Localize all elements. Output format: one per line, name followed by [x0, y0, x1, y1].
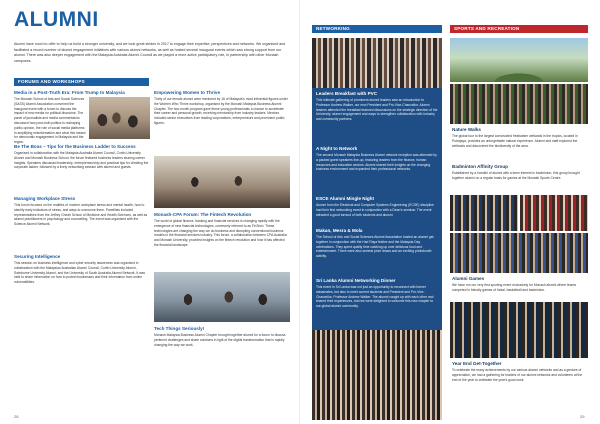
sports-band: SPORTS AND RECREATION: [450, 25, 588, 33]
article-body: Monash Malaysia Business Alumni Chapter brought together alumni for a forum to discuss pertinent challenges and share solutions in light of the digital transformation that is rapidly changing the way we work.: [154, 333, 286, 347]
article-heading: Makan, Mesra & Mola: [316, 228, 363, 233]
article-body: Thirty of our female alumni were mentored by 16 of Malaysia's most influential figures under the Women Who Thrive workshop, organised by the Monash Malaysia Business Alumni Chapter. The two-month program gave these young professionals a chance to accelerate their career and personal growth, receiving mentorship from industry leaders. Mentors included senior executives from leading corporations, entrepreneurs and prominent public figures.: [154, 97, 288, 125]
article-heading: ESCE Alumni Mingle Night: [316, 196, 375, 201]
games-photo: [520, 195, 588, 231]
article-heading: Managing Workplace Stress: [14, 196, 76, 201]
article-body: Established by a handful of alumni with a keen interest in badminton, this group brought together alumni on a regular basis for games at the Monash Sports Centre.: [452, 171, 580, 180]
get-together-photo: [450, 302, 588, 358]
article-heading: A Night to Network: [316, 146, 358, 151]
forum-photo: [89, 97, 150, 139]
article-body: To celebrate the many achievements by our various alumni networks and as a gesture of appreciation, we had a gathering for leaders of our alumni networks and volunteers at the end of the year to celebrate the year's good work.: [452, 368, 583, 382]
article-body: Alumni from the Electrical and Computer Systems Engineering (ECSE) discipline had their first networking event in conjunction with a Dean's seminar. The event attracted a good turnout of both students and alumni.: [316, 203, 434, 217]
article-heading: Alumni Games: [452, 276, 485, 281]
article-heading: Leaders Breakfast with PVC: [316, 91, 378, 96]
alumni-games-photo: [450, 233, 588, 273]
article-body: The world of global finance, banking and financial services is changing rapidly with the emergence of new financial technologies, commonly referred to as FinTech. These technologies are changing the way we do business and disrupting conventional business models in the financial services industry. This forum, a collaboration between CPA Australia and Monash University, provided insights on the fintech revolution and how it has affected the financial landscape.: [154, 219, 287, 247]
wetlands-photo: [450, 38, 588, 82]
forum-photo: [154, 272, 290, 322]
article-body: We have run our very first sporting event exclusively for Monash alumni where teams competed in friendly games of futsal, basketball and badminton.: [452, 283, 576, 292]
article-heading: Tech Things Seriously!: [154, 326, 205, 331]
article-body: This forum focused on the realities of modern workplace stress and mental health, how to identify early indicators of stress, and ways to overcome them. Panellists included representatives from the Jeffrey Cheah School of Medicine and Health Sciences, as well as alumni practitioners in psychology and counselling. The event was organised with the Science Alumni Network.: [14, 203, 148, 227]
article-body: Organised in collaboration with the Malaysia Australia Alumni Council, Curtin University Alumni and Monash Business School, the forum featured business leaders sharing career insights. Speakers discussed leadership, entrepreneurship and practical tips for climbing the corporate ladder, followed by a lively networking session with alumni and guests.: [14, 151, 149, 170]
networking-panel: [312, 38, 442, 420]
article-body: The global tour to the largest constructed freshwater wetlands in the tropics, located in Putrajaya, provides an unforgettable natural experience. Alumni and staff explored the wetlands and discovered the biodiversity of the area.: [452, 134, 578, 148]
forums-band: FORUMS AND WORKSHOPS: [14, 78, 149, 86]
article-body: The second Monash Malaysia Business Alumni network reception was attended by a packed guest speakers line-up, featuring leaders from the finance, human resources and education sectors. Alumni shared their insights on the changing business environment and expanded their professional networks.: [316, 153, 437, 172]
nature-walk-photo: [450, 84, 588, 124]
intro-paragraph: Alumni have much to offer to help us build a stronger university, and we took great strides in 2017 to engage their expertise, perspectives and networks. We organised and facilitated a record number of alumni engagement initiatives with various alumni networks, as well as hosted several inaugural events which saw strong support from our alumni. There was also deeper engagement with the Malaysia Australia Alumni Council as we played a more active participatory role, in partnership with other Monash campuses.: [14, 42, 286, 63]
article-body: This intimate gathering of prominent alumni leaders saw an introduction to Professor Andrew Walker, our new President and Pro-Vice-Chancellor. Alumni leaders attended the breakfast featured discussions on the strategic direction of the University, alumni engagement and ways to strengthen collaboration with industry and community partners.: [316, 98, 438, 122]
article-body: The School of Arts and Social Sciences Alumni Association hosted an alumni get-together in conjunction with the Hari Raya festive and the Malaysia Day celebrations. They spent quality time catching up over delicious food and entertainment. There were also several prize draws and an exciting photobooth activity.: [316, 235, 435, 259]
networking-photo: [312, 38, 442, 88]
article-body: This event in Sri Lanka was not just an opportunity to reconnect with former classmates, but also to meet current students and President and Pro-Vice-Chancellor, Professor Andrew Walker. The alumni caught up with each other and shared their experiences, and we were delighted to welcome this new chapter to our global alumni community.: [316, 285, 434, 309]
article-heading: Year End Get-Together: [452, 361, 502, 366]
article-heading: Media in a Post-Truth Era: From Trump to Malaysia: [14, 90, 125, 95]
article-body: The Monash School of Arts and Social Sciences (SASS) Alumni Association convened the inaugural event with a forum to discuss the impact of new media on political discourse. The panel of journalists and media commentators discussed how post-truth politics is reshaping public opinion, the role of social media platforms in amplifying misinformation and what this means for democratic engagement in Malaysia and the region.: [14, 97, 86, 145]
article-heading: Sri Lanka Alumni Networking Dinner: [316, 278, 396, 283]
sri-lanka-photo: [312, 330, 442, 420]
article-heading: Be The Boss – Tips for the Business Ladder to Success: [14, 144, 136, 149]
badminton-photo: [450, 195, 518, 231]
page-number: 28: [14, 414, 19, 419]
article-heading: Nature Walks: [452, 127, 481, 132]
article-body: This session on business intelligence and cyber security awareness was organised in collaboration with the Malaysian Australian Alumni Council, Curtin University Alumni, Swinburne University Alumni, and the University of South Australia Alumni Network. It was held to share information on how to protect businesses and their information from online vulnerabilities.: [14, 261, 146, 285]
article-heading: Securing Intelligence: [14, 254, 61, 259]
workshop-photo: [154, 156, 290, 208]
networking-band: NETWORKING: [312, 25, 442, 33]
article-heading: Badminton Affinity Group: [452, 164, 508, 169]
article-heading: Monash-CPA Forum: The Fintech Revolution: [154, 212, 252, 217]
article-heading: Empowering Women to Thrive: [154, 90, 221, 95]
page-title: ALUMNI: [14, 8, 99, 31]
page-number: 29: [580, 414, 585, 419]
